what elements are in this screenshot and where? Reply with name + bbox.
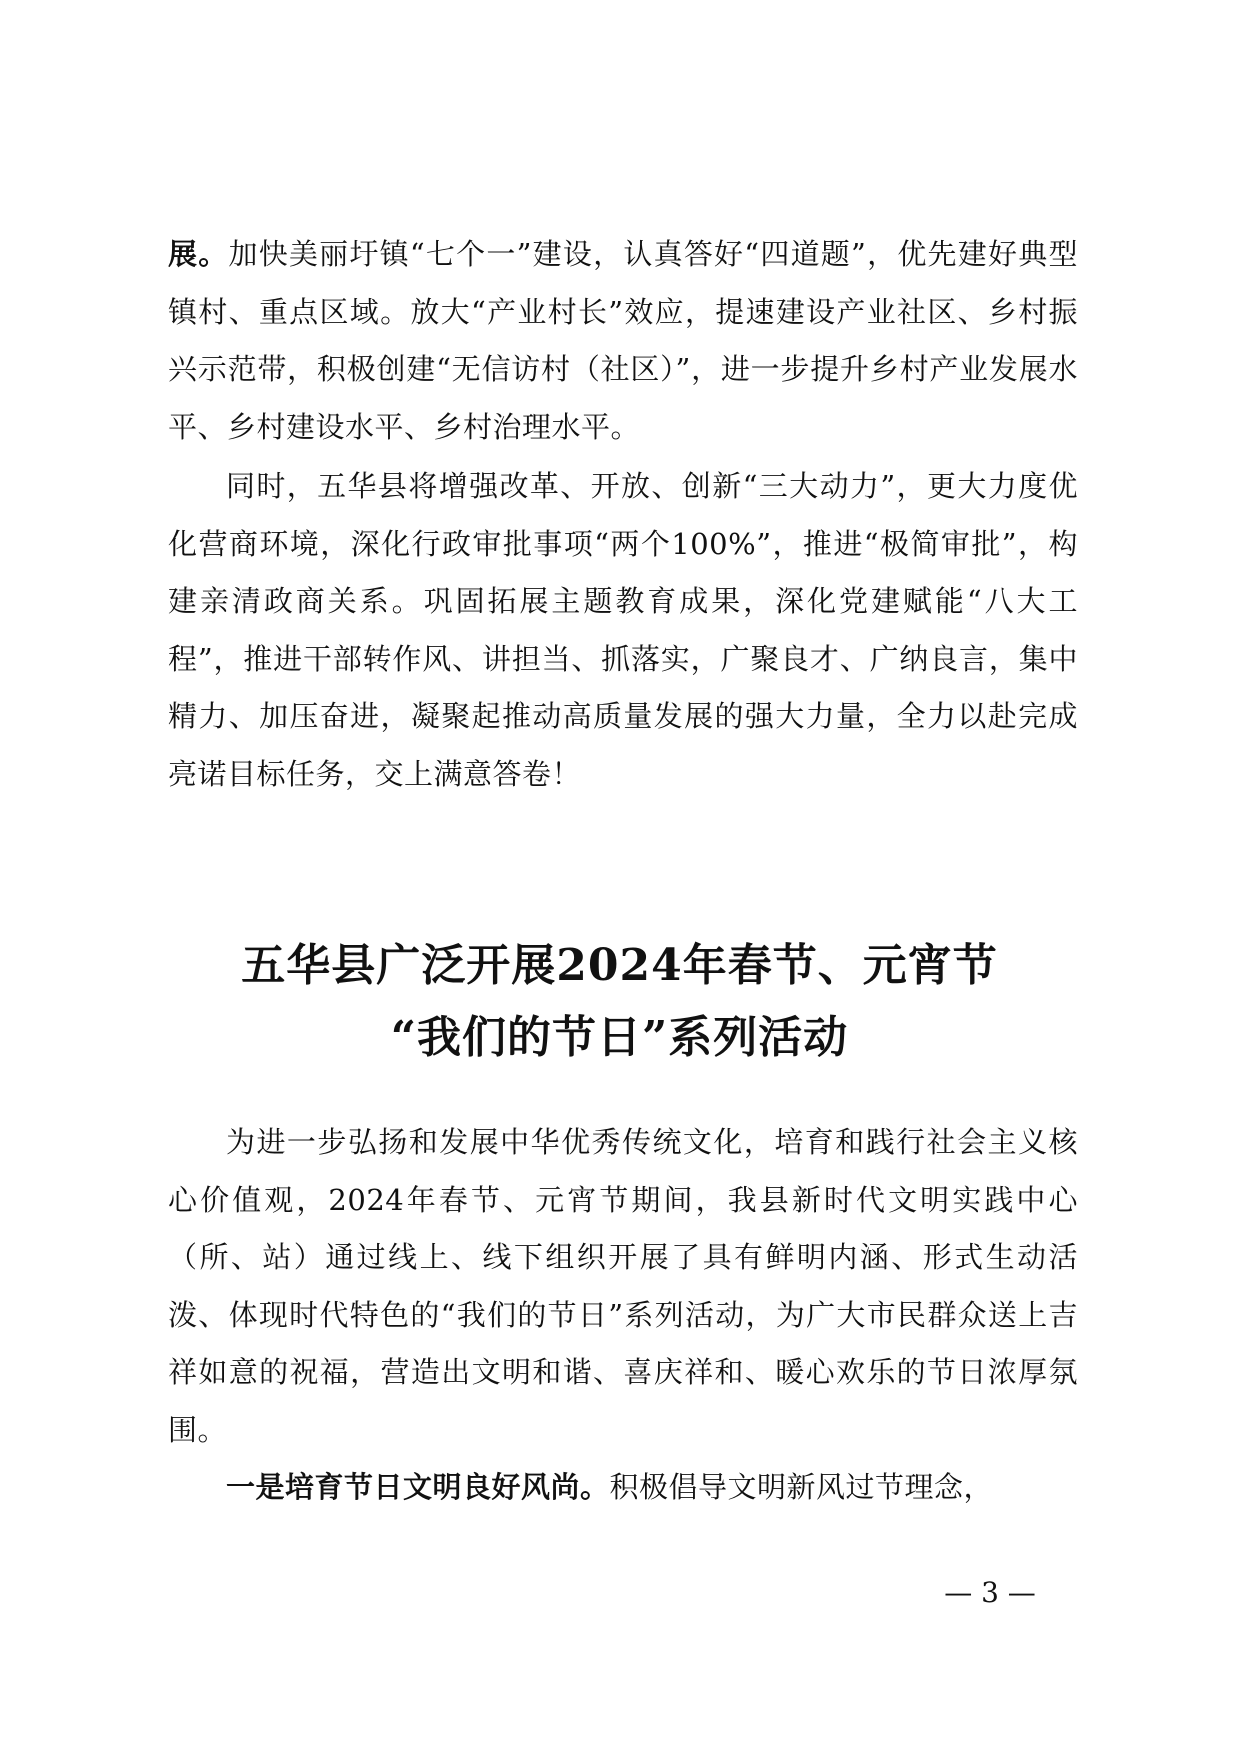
paragraph-intro (168, 1114, 1078, 1459)
paragraph-text: 积极倡导文明新风过节理念， (609, 1470, 994, 1504)
paragraph-text: 同时，五华县将增强改革、开放、创新“三大动力”，更大力度优化营商环境，深化行政审批事项“两个100%”，推进“极简审批”，构建亲清政商关系。巩固拓展主题教育成果，深化党建赋能“八大工程”，推进干部转作风、讲担当、抓落实，广聚良才、广纳良言，集中精力、加压奋进，凝聚起推动高质量发展的强大力量，全力以赴完成亮诺目标任务，交上满意答卷！ (168, 469, 1078, 791)
article-title (120, 930, 1119, 1074)
paragraph-lead-bold: 展。 (168, 237, 229, 271)
paragraph-text: 加快美丽圩镇“七个一”建设，认真答好“四道题”，优先建好典型镇村、重点区域。放大“产业村长”效应，提速建设产业社区、乡村振兴示范带，积极创建“无信访村（社区）”，进一步提升乡村产业发展水平、乡村建设水平、乡村治理水平。 (168, 237, 1078, 444)
article-title-line-1: 五华县广泛开展2024年春节、元宵节 (241, 940, 998, 991)
paragraph-text: 为进一步弘扬和发展中华优秀传统文化，培育和践行社会主义核心价值观，2024年春节、元宵节期间，我县新时代文明实践中心（所、站）通过线上、线下组织开展了具有鲜明内涵、形式生动活泼、体现时代特色的“我们的节日”系列活动，为广大市民群众送上吉祥如意的祝福，营造出文明和谐、喜庆祥和、暖心欢乐的节日浓厚氛围。 (168, 1125, 1078, 1447)
paragraph-closing (168, 458, 1078, 803)
page-number: — 3 — (944, 1576, 1036, 1609)
paragraph-continuation (168, 226, 1078, 456)
paragraph-point-one (168, 1459, 1078, 1517)
article-title-line-2: “我们的节日”系列活动 (390, 1012, 849, 1063)
paragraph-lead-bold: 一是培育节日文明良好风尚。 (226, 1470, 610, 1504)
